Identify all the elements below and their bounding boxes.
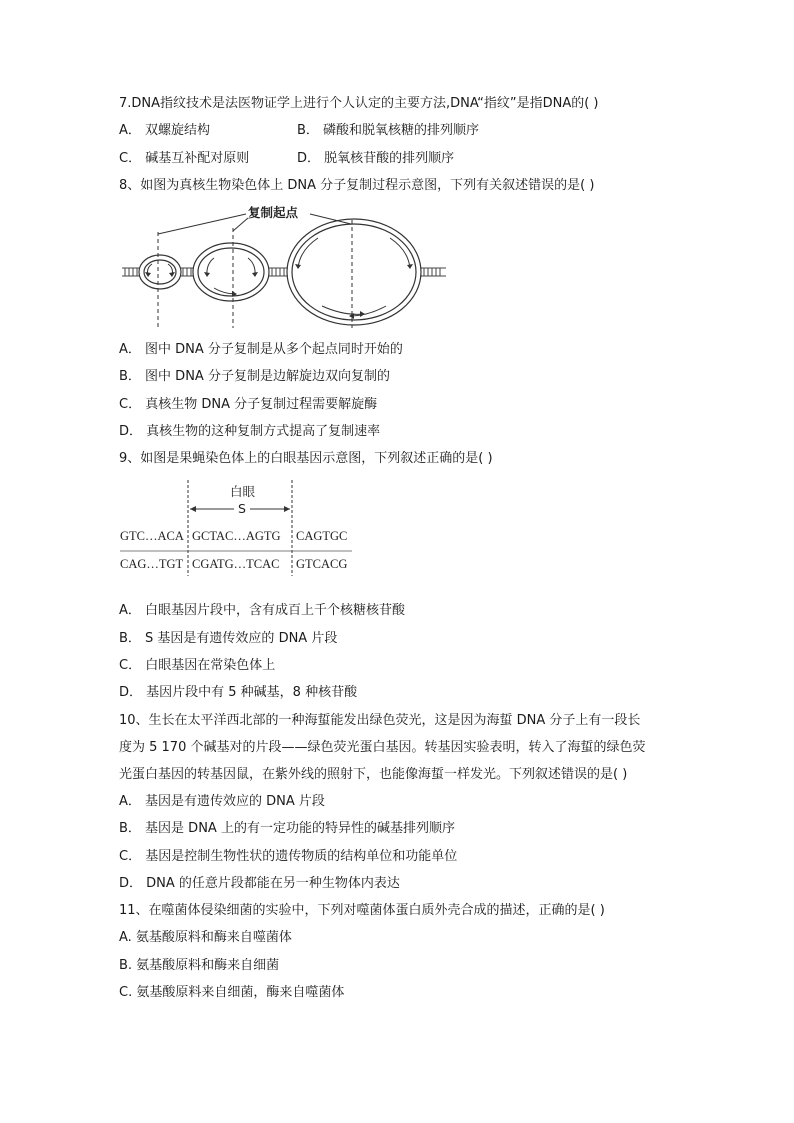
q10-option-c: C． 基因是控制生物性状的遗传物质的结构单位和功能单位 — [119, 849, 458, 864]
q10-stem-line-1: 10、生长在太平洋西北部的一种海蜇能发出绿色荧光，这是因为海蜇 DNA 分子上有一段长 — [119, 713, 641, 728]
q8-option-c: C． 真核生物 DNA 分子复制过程需要解旋酶 — [119, 397, 378, 412]
q7-stem: 7.DNA指纹技术是法医物证学上进行个人认定的主要方法,DNA“指纹”是指DNA的( ) — [119, 96, 599, 111]
q11-option-b: B. 氨基酸原料和酶来自细菌 — [119, 958, 280, 973]
q8-option-a: A． 图中 DNA 分子复制是从多个起点同时开始的 — [119, 342, 403, 357]
q7-option-d: D． 脱氧核苷酸的排列顺序 — [297, 151, 455, 166]
replication-origin-label: 复制起点 — [248, 205, 299, 220]
q11-option-c: C. 氨基酸原料来自细菌，酶来自噬菌体 — [119, 985, 345, 1000]
q9-option-d: D． 基因片段中有 5 种碱基，8 种核苷酸 — [119, 685, 358, 700]
q10-option-a: A． 基因是有遗传效应的 DNA 片段 — [119, 794, 325, 809]
q9-stem: 9、如图是果蝇染色体上的白眼基因示意图，下列叙述正确的是( ) — [119, 451, 493, 466]
q8-stem: 8、如图为真核生物染色体上 DNA 分子复制过程示意图，下列有关叙述错误的是( ) — [119, 178, 595, 193]
q8-option-d: D． 真核生物的这种复制方式提高了复制速率 — [119, 424, 381, 439]
bottom-strand-left: CAG…TGT — [120, 557, 184, 571]
q11-stem: 11、在噬菌体侵染细菌的实验中，下列对噬菌体蛋白质外壳合成的描述，正确的是( ) — [119, 903, 605, 918]
top-strand-right: CAGTGC — [296, 529, 348, 543]
q10-stem-line-3: 光蛋白基因的转基因鼠，在紫外线的照射下，也能像海蜇一样发光。下列叙述错误的是( ) — [119, 767, 628, 782]
bottom-strand-gene: CGATG…TCAC — [192, 557, 280, 571]
q7-option-b: B． 磷酸和脱氧核糖的排列顺序 — [297, 123, 480, 138]
segment-label: S — [238, 501, 246, 516]
q7-option-c: C． 碱基互补配对原则 — [119, 151, 250, 166]
q10-option-b: B． 基因是 DNA 上的有一定功能的特异性的碱基排列顺序 — [119, 821, 455, 836]
gene-label: 白眼 — [230, 484, 256, 499]
top-strand-gene: GCTAC…AGTG — [192, 529, 281, 543]
q10-option-d: D． DNA 的任意片段都能在另一种生物体内表达 — [119, 876, 400, 891]
bottom-strand-right: GTCACG — [296, 557, 348, 571]
q8-option-b: B． 图中 DNA 分子复制是边解旋边双向复制的 — [119, 369, 390, 384]
q9-option-c: C． 白眼基因在常染色体上 — [119, 658, 276, 673]
dna-replication-figure — [118, 198, 450, 330]
q7-option-a: A． 双螺旋结构 — [119, 123, 211, 138]
q9-option-a: A． 白眼基因片段中，含有成百上千个核糖核苷酸 — [119, 603, 406, 618]
q10-stem-line-2: 度为 5 170 个碱基对的片段——绿色荧光蛋白基因。转基因实验表明，转入了海蜇的绿色荧 — [119, 740, 646, 755]
q11-option-a: A. 氨基酸原料和酶来自噬菌体 — [119, 930, 292, 945]
white-eye-gene-figure — [118, 478, 358, 578]
top-strand-left: GTC…ACA — [120, 529, 184, 543]
q9-option-b: B． S 基因是有遗传效应的 DNA 片段 — [119, 631, 338, 646]
